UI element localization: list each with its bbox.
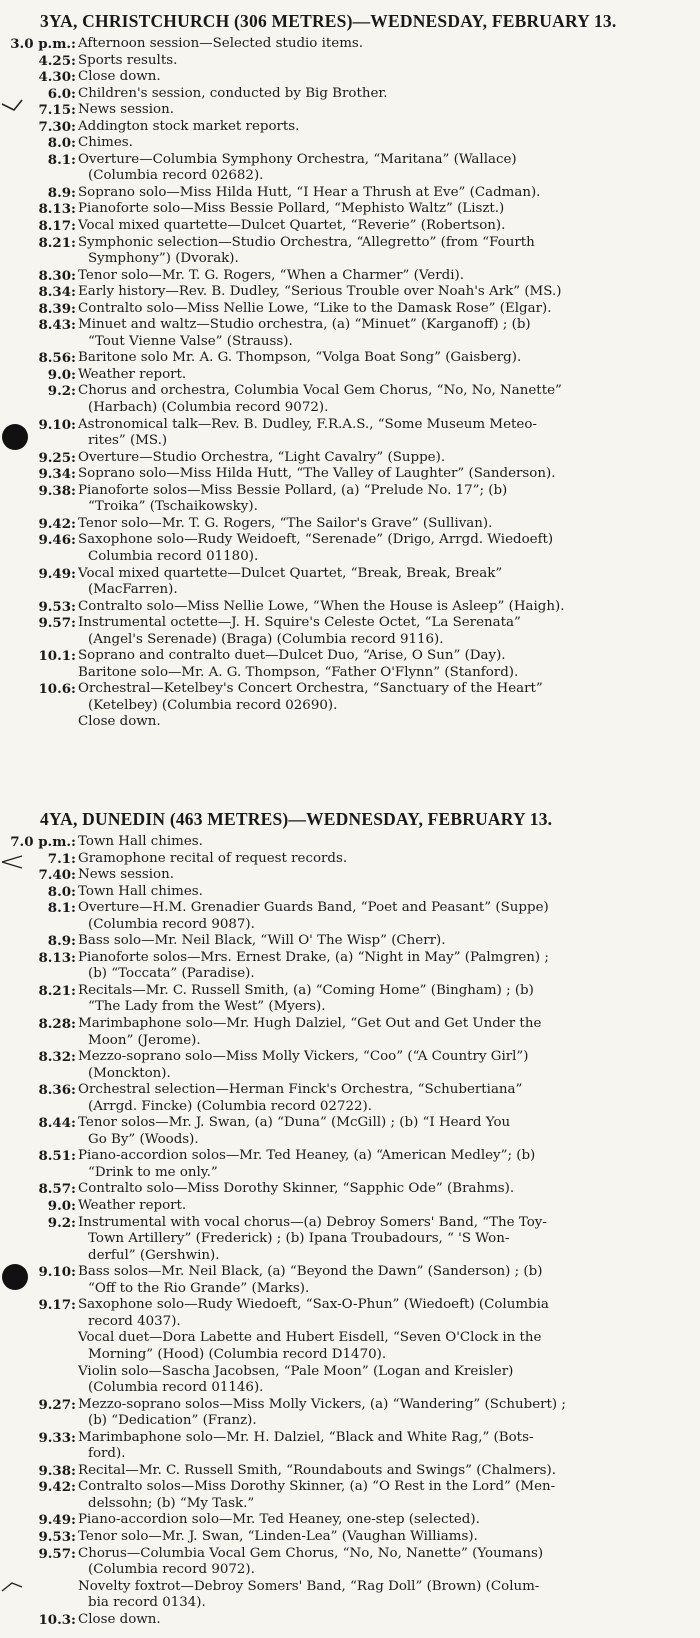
program-description: Marimbaphone solo—Mr. Hugh Dalziel, “Get Out and Get Under the — [78, 1016, 542, 1032]
program-row — [0, 1397, 700, 1414]
program-description: Tenor solo—Mr. J. Swan, “Linden-Lea” (Vaughan Williams). — [78, 1528, 478, 1544]
program-row — [0, 1479, 700, 1496]
program-description: Bass solo—Mr. Neil Black, “Will O' The Wisp” (Cherr). — [78, 933, 446, 949]
program-row — [0, 350, 700, 367]
program-description: News session. — [78, 102, 174, 118]
program-row — [0, 1330, 700, 1347]
program-row — [0, 1546, 700, 1563]
program-time: 3.0 p.m.: — [10, 36, 76, 52]
program-description: News session. — [78, 867, 174, 883]
program-time: 9.57: — [38, 1545, 76, 1562]
program-row — [0, 1595, 700, 1612]
program-description: Mezzo-soprano solo—Miss Molly Vickers, “Coo” (“A Country Girl”) — [78, 1049, 529, 1065]
program-time: 9.2: — [47, 1214, 76, 1231]
program-row — [0, 53, 700, 70]
program-description: (b) “Dedication” (Franz). — [88, 1413, 257, 1429]
program-row — [0, 516, 700, 533]
program-row — [0, 917, 700, 934]
program-row — [0, 450, 700, 467]
program-row — [0, 1264, 700, 1281]
program-row — [0, 1347, 700, 1364]
program-description: Soprano solo—Miss Hilda Hutt, “The Valley of Laughter” (Sanderson). — [78, 466, 556, 482]
program-description: Contralto solo—Miss Nellie Lowe, “Like to the Damask Rose” (Elgar). — [78, 300, 552, 316]
program-time: 8.13: — [38, 949, 76, 966]
station-schedule-dunedin — [0, 804, 700, 1628]
program-time: 10.1: — [38, 648, 76, 665]
program-time: 9.0: — [47, 366, 76, 383]
program-description: record 4037). — [88, 1313, 181, 1329]
program-row — [0, 1165, 700, 1182]
program-description: “The Lady from the West” (Myers). — [88, 999, 326, 1015]
station-heading: 4YA, DUNEDIN (463 METRES)—WEDNESDAY, FEBRUARY 13. — [40, 809, 553, 829]
program-row — [0, 1148, 700, 1165]
program-description: Overture—H.M. Grenadier Guards Band, “Poet and Peasant” (Suppe) — [78, 900, 549, 916]
program-row — [0, 884, 700, 901]
program-row — [0, 950, 700, 967]
program-row — [0, 119, 700, 136]
program-description: Children's session, conducted by Big Brother. — [78, 85, 388, 101]
program-description: (Ketelbey) (Columbia record 02690). — [88, 697, 338, 713]
program-description: Close down. — [78, 69, 161, 85]
program-description: Baritone solo—Mr. A. G. Thompson, “Father O'Flynn” (Stanford). — [78, 664, 519, 680]
program-description: Novelty foxtrot—Debroy Somers' Band, “Rag Doll” (Brown) (Colum- — [78, 1578, 540, 1594]
program-description: Mezzo-soprano solos—Miss Molly Vickers, (a) “Wandering” (Schubert) ; — [78, 1396, 566, 1412]
program-description: Go By” (Woods). — [88, 1131, 199, 1147]
program-description: Instrumental octette—J. H. Squire's Celeste Octet, “La Serenata” — [78, 615, 521, 631]
program-description: (Columbia record 01146). — [88, 1380, 264, 1396]
program-description: Minuet and waltz—Studio orchestra, (a) “Minuet” (Karganoff) ; (b) — [78, 317, 531, 333]
program-description: (Columbia record 9072). — [88, 1562, 255, 1578]
program-description: Contralto solo—Miss Nellie Lowe, “When the House is Asleep” (Haigh). — [78, 598, 565, 614]
program-row — [0, 36, 700, 53]
program-description: Saxophone solo—Rudy Weidoeft, “Serenade” (Drigo, Arrgd. Wiedoeft) — [78, 532, 554, 548]
program-row — [0, 1612, 700, 1629]
program-description: (Harbach) (Columbia record 9072). — [88, 400, 329, 416]
program-description: rites” (MS.) — [88, 433, 168, 449]
program-description: Addington stock market reports. — [78, 118, 300, 134]
program-row — [0, 433, 700, 450]
program-description: (Angel's Serenade) (Braga) (Columbia record 9116). — [88, 631, 444, 647]
program-description: Vocal mixed quartette—Dulcet Quartet, “Reverie” (Robertson). — [78, 218, 506, 234]
program-row — [0, 152, 700, 169]
program-time: 7.15: — [38, 102, 76, 119]
program-description: Instrumental with vocal chorus—(a) Debroy Somers' Band, “The Toy- — [78, 1214, 547, 1230]
program-time: 8.44: — [38, 1115, 76, 1132]
program-row — [0, 1446, 700, 1463]
program-list — [0, 834, 700, 1628]
program-time: 9.25: — [38, 449, 76, 466]
program-row — [0, 251, 700, 268]
program-description: Contralto solos—Miss Dorothy Skinner, (a) “O Rest in the Lord” (Men- — [78, 1479, 556, 1495]
program-time: 8.0: — [47, 883, 76, 900]
program-description: Orchestral selection—Herman Finck's Orchestra, “Schubertiana” — [78, 1082, 523, 1098]
program-time: 9.42: — [38, 515, 76, 532]
program-row — [0, 632, 700, 649]
program-row — [0, 1248, 700, 1265]
program-description: (Arrgd. Fincke) (Columbia record 02722). — [88, 1098, 372, 1114]
program-description: Marimbaphone solo—Mr. H. Dalziel, “Black and White Rag,” (Bots- — [78, 1429, 534, 1445]
program-description: (Columbia record 02682). — [88, 168, 264, 184]
program-description: Astronomical talk—Rev. B. Dudley, F.R.A.S., “Some Museum Meteo- — [78, 416, 537, 432]
program-time: 8.39: — [38, 300, 76, 317]
program-row — [0, 185, 700, 202]
program-description: Orchestral—Ketelbey's Concert Orchestra, “Sanctuary of the Heart” — [78, 681, 543, 697]
program-row — [0, 665, 700, 682]
program-row — [0, 1297, 700, 1314]
program-time: 8.32: — [38, 1049, 76, 1066]
program-row — [0, 549, 700, 566]
program-time: 9.17: — [38, 1297, 76, 1314]
program-row — [0, 1181, 700, 1198]
program-time: 10.6: — [38, 681, 76, 698]
program-row — [0, 1562, 700, 1579]
program-row — [0, 1463, 700, 1480]
program-description: Vocal mixed quartette—Dulcet Quartet, “Break, Break, Break” — [78, 565, 503, 581]
program-time: 8.36: — [38, 1082, 76, 1099]
program-description: Chimes. — [78, 135, 133, 151]
program-row — [0, 284, 700, 301]
program-description: Soprano and contralto duet—Dulcet Duo, “Arise, O Sun” (Day). — [78, 648, 506, 664]
program-description: Weather report. — [78, 366, 187, 382]
program-description: Sports results. — [78, 52, 178, 68]
program-row — [0, 566, 700, 583]
program-row — [0, 483, 700, 500]
program-row — [0, 1430, 700, 1447]
program-time: 10.3: — [38, 1611, 76, 1628]
program-time: 8.56: — [38, 350, 76, 367]
program-time: 9.27: — [38, 1396, 76, 1413]
program-time: 8.1: — [47, 151, 76, 168]
program-row — [0, 168, 700, 185]
program-time: 8.51: — [38, 1148, 76, 1165]
program-description: derful” (Gershwin). — [88, 1247, 220, 1263]
program-description: bia record 0134). — [88, 1595, 206, 1611]
program-row — [0, 235, 700, 252]
program-row — [0, 615, 700, 632]
program-time: 9.0: — [47, 1198, 76, 1215]
program-row — [0, 1281, 700, 1298]
program-time: 4.25: — [38, 52, 76, 69]
program-description: Violin solo—Sascha Jacobsen, “Pale Moon” (Logan and Kreisler) — [78, 1363, 514, 1379]
program-description: Tenor solos—Mr. J. Swan, (a) “Duna” (McGill) ; (b) “I Heard You — [78, 1115, 511, 1131]
program-time: 9.53: — [38, 598, 76, 615]
program-row — [0, 400, 700, 417]
program-row — [0, 301, 700, 318]
program-time: 7.0 p.m.: — [10, 834, 76, 850]
program-time: 9.49: — [38, 1512, 76, 1529]
program-description: Town Hall chimes. — [78, 883, 203, 899]
program-time: 9.2: — [47, 383, 76, 400]
program-time: 9.10: — [38, 1264, 76, 1281]
program-time: 9.38: — [38, 1462, 76, 1479]
program-row — [0, 999, 700, 1016]
program-row — [0, 867, 700, 884]
program-row — [0, 218, 700, 235]
program-row — [0, 1215, 700, 1232]
program-description: Tenor solo—Mr. T. G. Rogers, “When a Charmer” (Verdi). — [78, 267, 464, 283]
program-row — [0, 367, 700, 384]
program-row — [0, 1512, 700, 1529]
program-row — [0, 102, 700, 119]
program-description: Morning” (Hood) (Columbia record D1470). — [88, 1346, 387, 1362]
program-time: 8.13: — [38, 201, 76, 218]
program-time: 9.38: — [38, 482, 76, 499]
program-row — [0, 834, 700, 851]
program-time: 6.0: — [47, 85, 76, 102]
program-description: “Tout Vienne Valse” (Strauss). — [88, 333, 293, 349]
program-row — [0, 1198, 700, 1215]
program-row — [0, 86, 700, 103]
program-description: Vocal duet—Dora Labette and Hubert Eisdell, “Seven O'Clock in the — [78, 1330, 542, 1346]
program-row — [0, 201, 700, 218]
program-row — [0, 499, 700, 516]
program-time: 8.9: — [47, 933, 76, 950]
program-description: Pianoforte solos—Miss Bessie Pollard, (a) “Prelude No. 17”; (b) — [78, 482, 508, 498]
program-description: Weather report. — [78, 1198, 187, 1214]
program-row — [0, 1115, 700, 1132]
program-row — [0, 1132, 700, 1149]
program-description: Moon” (Jerome). — [88, 1032, 201, 1048]
program-time: 9.57: — [38, 615, 76, 632]
program-time: 9.34: — [38, 466, 76, 483]
program-row — [0, 1529, 700, 1546]
program-description: Early history—Rev. B. Dudley, “Serious Trouble over Noah's Ark” (MS.) — [78, 284, 562, 300]
program-time: 8.28: — [38, 1016, 76, 1033]
program-row — [0, 582, 700, 599]
program-time: 8.30: — [38, 267, 76, 284]
program-time: 9.53: — [38, 1528, 76, 1545]
program-row — [0, 648, 700, 665]
program-description: delssohn; (b) “My Task.” — [88, 1495, 255, 1511]
program-row — [0, 1380, 700, 1397]
program-row — [0, 900, 700, 917]
program-row — [0, 1496, 700, 1513]
program-row — [0, 268, 700, 285]
program-time: 7.1: — [47, 850, 76, 867]
program-row — [0, 983, 700, 1000]
program-description: Recitals—Mr. C. Russell Smith, (a) “Coming Home” (Bingham) ; (b) — [78, 982, 534, 998]
program-row — [0, 334, 700, 351]
program-time: 8.21: — [38, 234, 76, 251]
program-description: Overture—Studio Orchestra, “Light Cavalry” (Suppe). — [78, 449, 446, 465]
program-description: Columbia record 01180). — [88, 548, 259, 564]
program-description: Recital—Mr. C. Russell Smith, “Roundabouts and Swings” (Chalmers). — [78, 1462, 556, 1478]
program-description: Chorus—Columbia Vocal Gem Chorus, “No, No, Nanette” (Youmans) — [78, 1545, 544, 1561]
program-time: 7.40: — [38, 867, 76, 884]
program-description: Afternoon session—Selected studio items. — [78, 36, 364, 51]
program-row — [0, 1082, 700, 1099]
program-row — [0, 1314, 700, 1331]
program-description: (b) “Toccata” (Paradise). — [88, 966, 255, 982]
program-row — [0, 1066, 700, 1083]
program-description: Symphonic selection—Studio Orchestra, “Allegretto” (from “Fourth — [78, 234, 535, 250]
program-row — [0, 466, 700, 483]
program-row — [0, 417, 700, 434]
program-row — [0, 1099, 700, 1116]
program-description: (MacFarren). — [88, 582, 178, 598]
program-row — [0, 1016, 700, 1033]
program-row — [0, 851, 700, 868]
program-row — [0, 714, 700, 731]
program-description: Overture—Columbia Symphony Orchestra, “Maritana” (Wallace) — [78, 151, 517, 167]
program-description: Pianoforte solo—Miss Bessie Pollard, “Mephisto Waltz” (Liszt.) — [78, 201, 505, 217]
program-time: 9.10: — [38, 416, 76, 433]
program-description: Pianoforte solos—Mrs. Ernest Drake, (a) “Night in May” (Palmgren) ; — [78, 949, 549, 965]
program-row — [0, 69, 700, 86]
program-row — [0, 933, 700, 950]
program-time: 8.1: — [47, 900, 76, 917]
program-list — [0, 36, 700, 731]
program-description: Soprano solo—Miss Hilda Hutt, “I Hear a Thrush at Eve” (Cadman). — [78, 184, 541, 200]
program-row — [0, 1413, 700, 1430]
program-description: Baritone solo Mr. A. G. Thompson, “Volga Boat Song” (Gaisberg). — [78, 350, 522, 366]
program-row — [0, 1231, 700, 1248]
program-time: 9.33: — [38, 1429, 76, 1446]
program-description: Symphony”) (Dvorak). — [88, 251, 239, 267]
program-time: 9.42: — [38, 1479, 76, 1496]
program-description: Town Artillery” (Frederick) ; (b) Ipana Troubadours, “ 'S Won- — [88, 1231, 510, 1247]
program-description: Town Hall chimes. — [78, 834, 203, 849]
program-time: 8.43: — [38, 317, 76, 334]
program-description: Close down. — [78, 714, 161, 730]
program-time: 7.30: — [38, 118, 76, 135]
program-description: ford). — [88, 1446, 126, 1462]
program-time: 4.30: — [38, 69, 76, 86]
station-schedule-christchurch — [0, 6, 700, 731]
program-description: Bass solos—Mr. Neil Black, (a) “Beyond the Dawn” (Sanderson) ; (b) — [78, 1264, 543, 1280]
program-description: “Off to the Rio Grande” (Marks). — [88, 1280, 310, 1296]
program-time: 8.21: — [38, 982, 76, 999]
program-time: 8.17: — [38, 218, 76, 235]
program-row — [0, 1364, 700, 1381]
station-heading: 3YA, CHRISTCHURCH (306 METRES)—WEDNESDAY, FEBRUARY 13. — [40, 11, 617, 31]
program-description: (Columbia record 9087). — [88, 916, 255, 932]
program-description: “Troika” (Tschaikowsky). — [88, 499, 258, 515]
program-row — [0, 383, 700, 400]
program-row — [0, 681, 700, 698]
program-row — [0, 966, 700, 983]
program-description: Saxophone solo—Rudy Wiedoeft, “Sax-O-Phun” (Wiedoeft) (Columbia — [78, 1297, 549, 1313]
program-description: Tenor solo—Mr. T. G. Rogers, “The Sailor's Grave” (Sullivan). — [78, 515, 493, 531]
program-time: 9.49: — [38, 565, 76, 582]
program-time: 8.0: — [47, 135, 76, 152]
program-description: Chorus and orchestra, Columbia Vocal Gem Chorus, “No, No, Nanette” — [78, 383, 562, 399]
program-time: 8.9: — [47, 184, 76, 201]
program-description: Contralto solo—Miss Dorothy Skinner, “Sapphic Ode” (Brahms). — [78, 1181, 515, 1197]
program-row — [0, 599, 700, 616]
program-description: Gramophone recital of request records. — [78, 850, 348, 866]
program-row — [0, 532, 700, 549]
program-row — [0, 1033, 700, 1050]
program-row — [0, 317, 700, 334]
program-row — [0, 698, 700, 715]
program-description: Piano-accordion solo—Mr. Ted Heaney, one-step (selected). — [78, 1512, 480, 1528]
program-time: 8.57: — [38, 1181, 76, 1198]
program-description: Piano-accordion solos—Mr. Ted Heaney, (a) “American Medley”; (b) — [78, 1148, 536, 1164]
program-description: Close down. — [78, 1611, 161, 1627]
program-description: (Monckton). — [88, 1065, 171, 1081]
program-description: “Drink to me only.” — [88, 1164, 218, 1180]
program-time: 8.34: — [38, 284, 76, 301]
program-time: 9.46: — [38, 532, 76, 549]
program-row — [0, 135, 700, 152]
program-row — [0, 1049, 700, 1066]
program-row — [0, 1579, 700, 1596]
